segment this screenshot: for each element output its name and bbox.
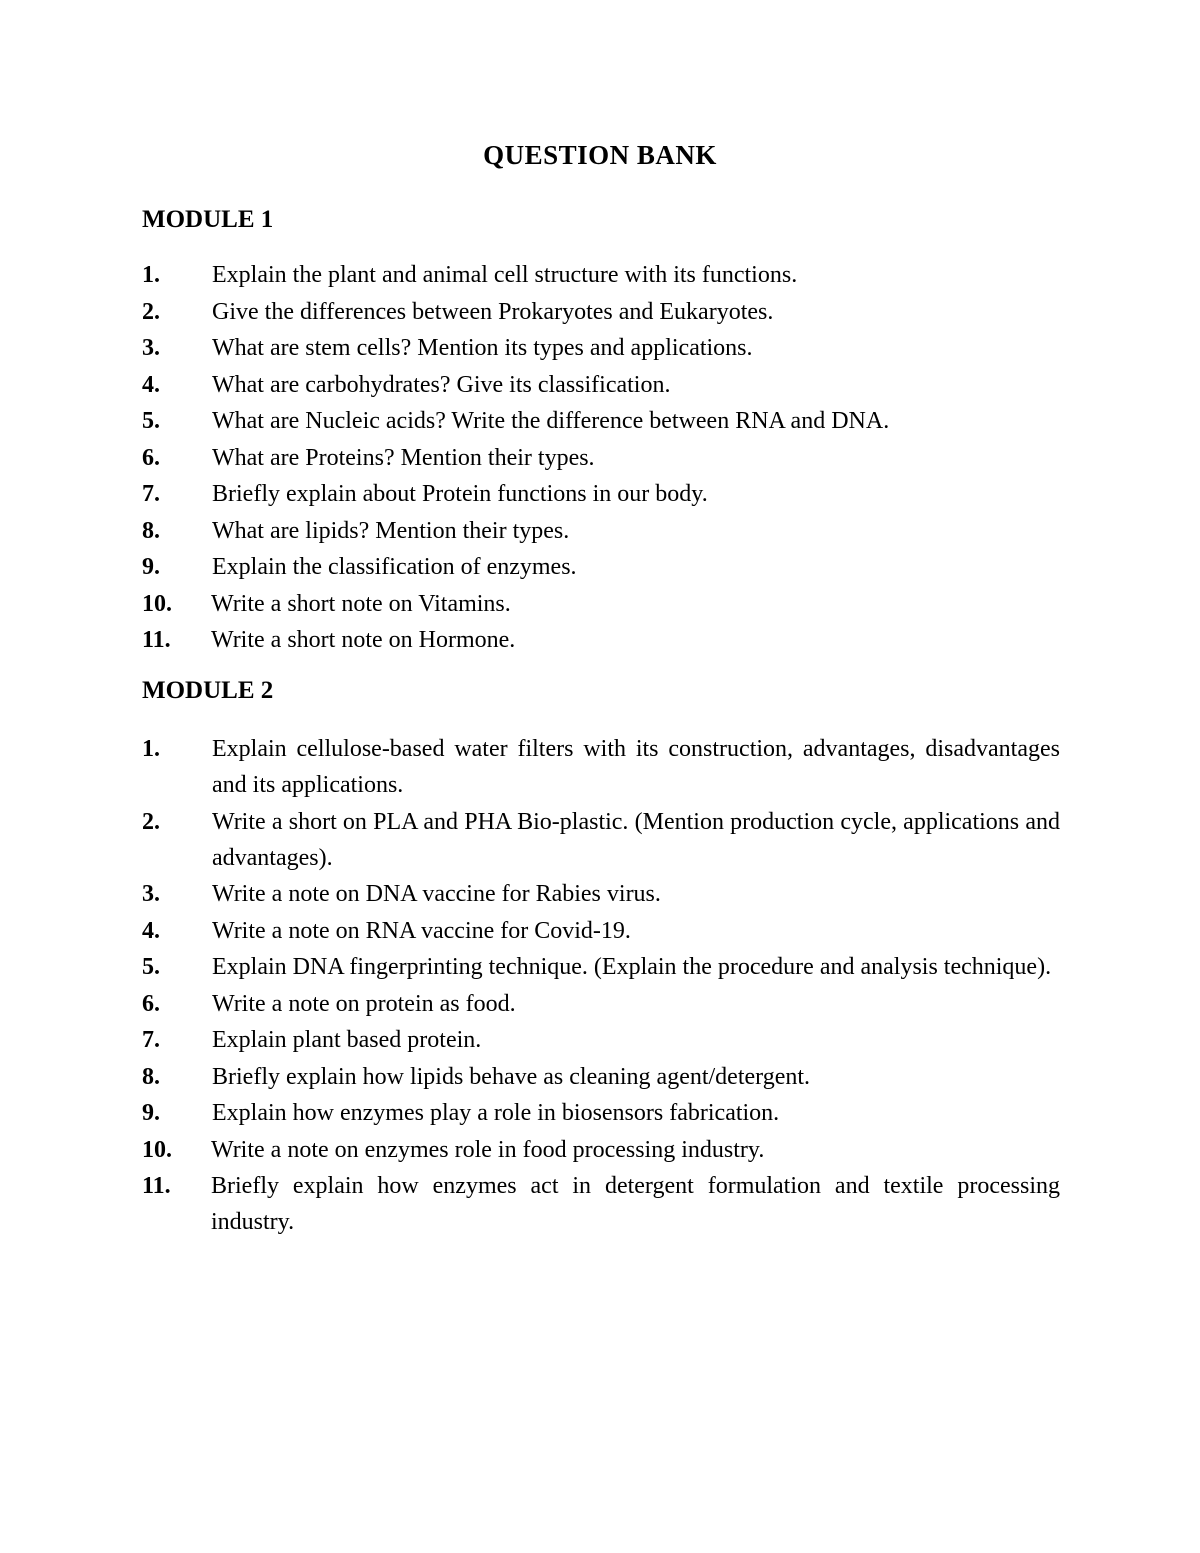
question-item	[142, 1022, 1060, 1058]
module-1-question-list	[142, 257, 1060, 659]
question-text: Briefly explain how enzymes act in detergent formulation and textile processing industry.	[211, 1173, 1060, 1235]
question-number: 9.	[142, 1100, 160, 1126]
question-item	[142, 330, 1060, 366]
question-item	[142, 513, 1060, 549]
question-number: 10.	[142, 590, 172, 617]
question-number: 9.	[142, 554, 160, 580]
question-item	[142, 1168, 1060, 1240]
question-text: Write a note on DNA vaccine for Rabies virus.	[212, 881, 661, 907]
question-item	[142, 549, 1060, 585]
question-number: 2.	[142, 808, 160, 835]
question-number: 1.	[142, 262, 160, 288]
question-number: 8.	[142, 517, 160, 544]
question-item	[142, 804, 1060, 876]
question-item	[142, 1059, 1060, 1095]
question-number: 4.	[142, 917, 160, 944]
question-item	[142, 986, 1060, 1022]
question-item	[142, 476, 1060, 512]
question-item	[142, 913, 1060, 949]
question-number: 8.	[142, 1063, 160, 1090]
question-number: 4.	[142, 371, 160, 398]
question-number: 1.	[142, 736, 160, 762]
question-number: 2.	[142, 298, 160, 325]
question-text: Explain how enzymes play a role in biosensors fabrication.	[212, 1100, 780, 1126]
question-text: What are Proteins? Mention their types.	[212, 444, 595, 471]
question-item	[142, 731, 1060, 803]
question-number: 5.	[142, 408, 160, 434]
question-number: 6.	[142, 990, 160, 1017]
question-item	[142, 876, 1060, 912]
question-text: What are lipids? Mention their types.	[212, 517, 570, 544]
question-item	[142, 1095, 1060, 1131]
question-text: What are carbohydrates? Give its classification.	[212, 371, 671, 398]
question-text: Explain plant based protein.	[212, 1027, 482, 1053]
question-item	[142, 294, 1060, 330]
question-text: Write a note on protein as food.	[212, 990, 516, 1017]
question-item	[142, 403, 1060, 439]
question-number: 3.	[142, 335, 160, 361]
question-number: 10.	[142, 1136, 172, 1163]
question-text: Explain DNA fingerprinting technique. (Explain the procedure and analysis technique).	[212, 954, 1052, 980]
question-item	[142, 949, 1060, 985]
question-text: Write a note on RNA vaccine for Covid-19.	[212, 917, 631, 944]
question-item	[142, 1132, 1060, 1168]
question-number: 7.	[142, 1027, 160, 1053]
question-number: 11.	[142, 627, 171, 653]
question-text: What are stem cells? Mention its types and applications.	[212, 335, 753, 361]
module-1-heading: MODULE 1	[142, 206, 274, 233]
question-text: Write a short on PLA and PHA Bio-plastic. (Mention production cycle, applications and advantages).	[212, 808, 1060, 871]
question-number: 3.	[142, 881, 160, 907]
question-item	[142, 257, 1060, 293]
question-text: Briefly explain how lipids behave as cleaning agent/detergent.	[212, 1063, 811, 1090]
question-item	[142, 367, 1060, 403]
question-text: Explain the plant and animal cell structure with its functions.	[212, 262, 798, 288]
page-title: QUESTION BANK	[483, 140, 717, 170]
question-text: Write a note on enzymes role in food processing industry.	[211, 1136, 765, 1163]
question-number: 6.	[142, 444, 160, 471]
module-2-heading: MODULE 2	[142, 677, 274, 704]
question-number: 5.	[142, 954, 160, 980]
question-text: Explain cellulose-based water filters with its construction, advantages, disadvantages and its applications.	[212, 736, 1060, 798]
question-item	[142, 586, 1060, 622]
question-number: 11.	[142, 1173, 171, 1199]
question-item	[142, 440, 1060, 476]
question-text: Write a short note on Vitamins.	[211, 590, 511, 617]
question-text: Write a short note on Hormone.	[211, 627, 516, 653]
question-text: Give the differences between Prokaryotes and Eukaryotes.	[212, 298, 774, 325]
question-text: What are Nucleic acids? Write the difference between RNA and DNA.	[212, 408, 890, 434]
module-2-question-list	[142, 731, 1060, 1241]
question-item	[142, 622, 1060, 658]
question-text: Briefly explain about Protein functions in our body.	[212, 481, 708, 507]
question-text: Explain the classification of enzymes.	[212, 554, 577, 580]
question-number: 7.	[142, 481, 160, 507]
